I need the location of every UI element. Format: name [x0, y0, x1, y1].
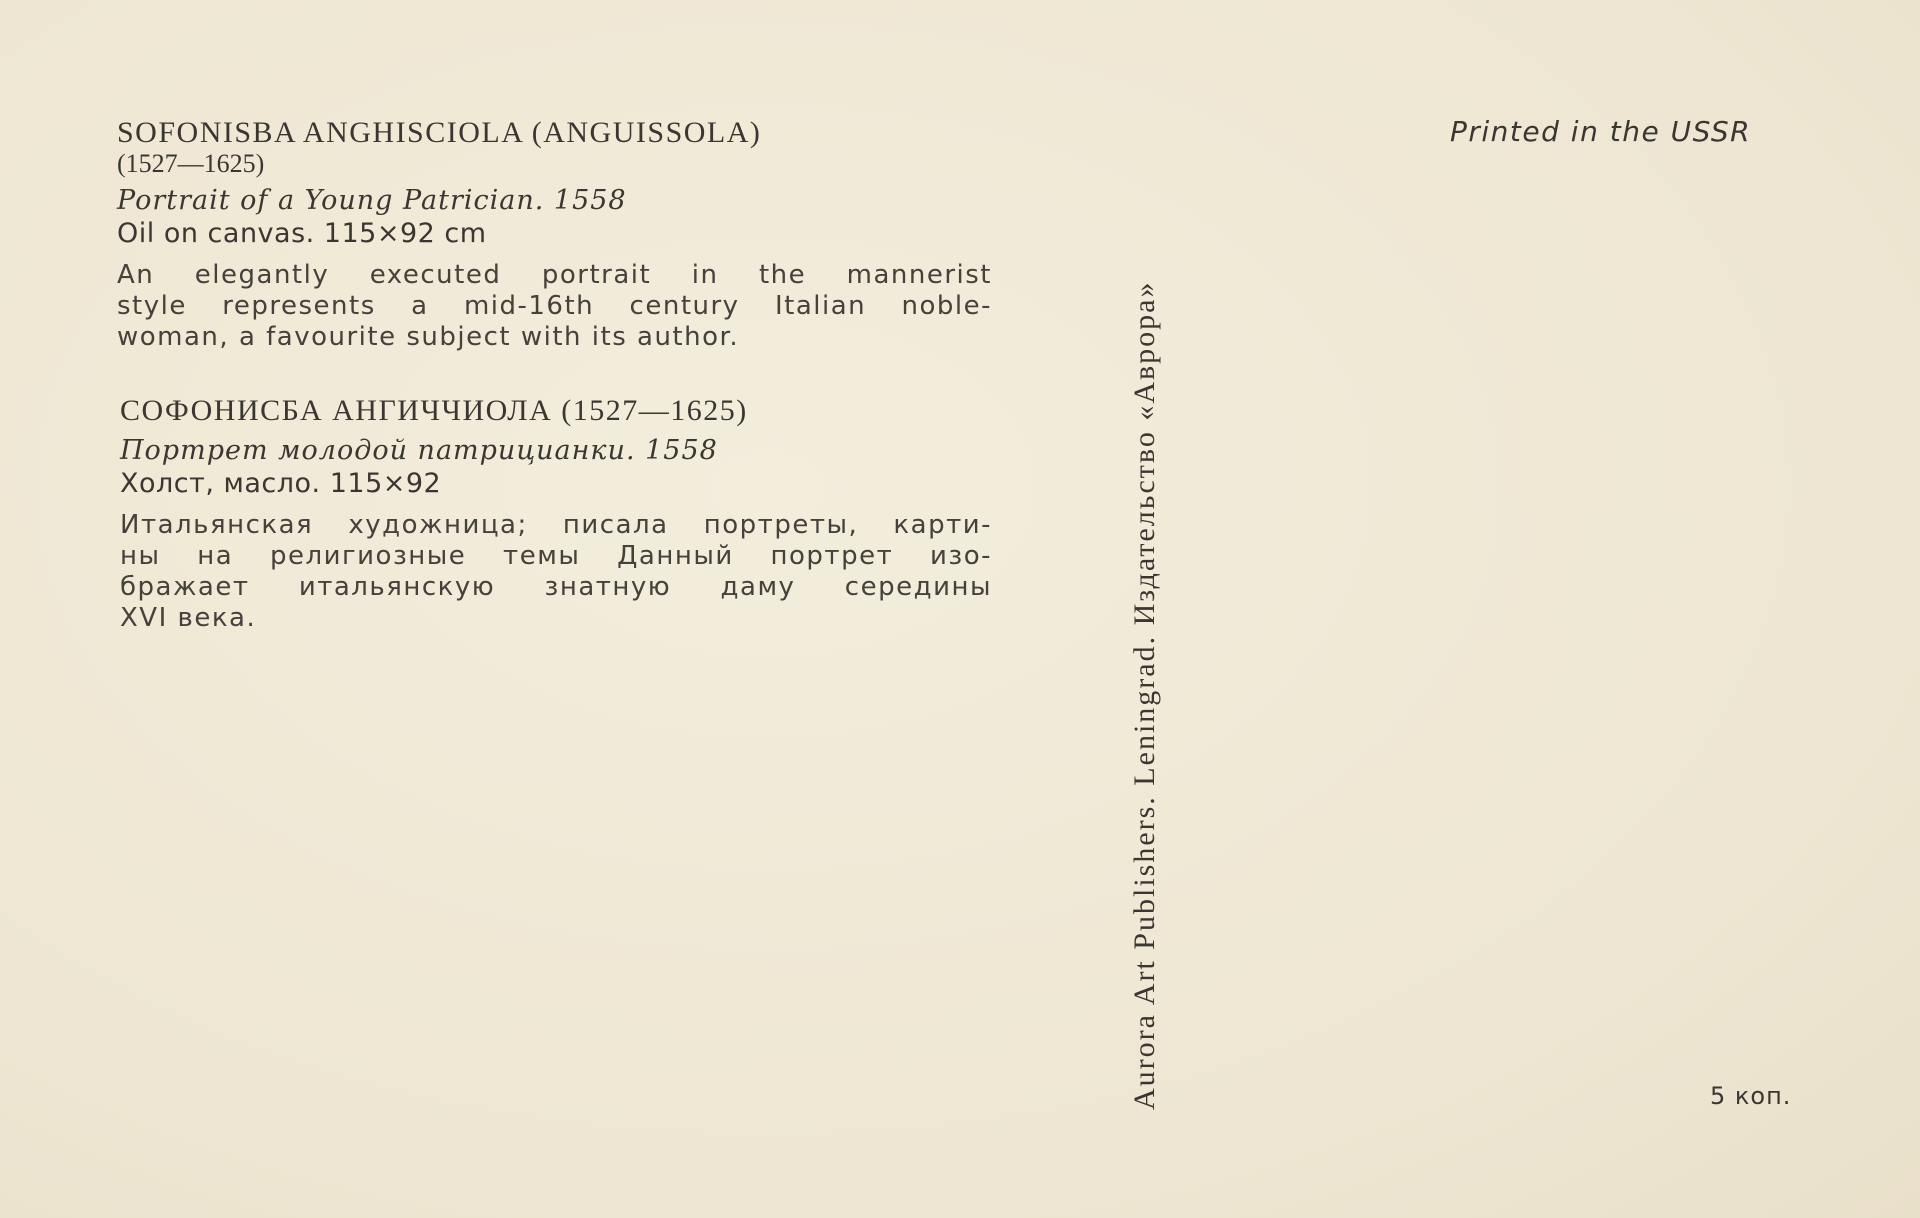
- painting-title-en: Portrait of a Young Patrician. 1558: [117, 185, 627, 216]
- artist-name-en: SOFONISBA ANGHISCIOLA (ANGUISSOLA): [117, 116, 762, 149]
- description-en-line: woman, a favourite subject with its author.: [117, 322, 740, 352]
- medium-ru: Холст, масло. 115×92: [120, 468, 442, 499]
- description-ru-line: бражает итальянскую знатную даму середины: [120, 572, 992, 602]
- description-ru-line: ны на религиозные темы Данный портрет изо-: [120, 541, 992, 571]
- description-en-line: style represents a mid-16th century Italian noble-: [117, 291, 992, 321]
- artist-name-ru: СОФОНИСБА АНГИЧЧИОЛА (1527—1625): [120, 394, 748, 427]
- printed-in-label: Printed in the USSR: [1450, 115, 1752, 148]
- description-ru-line: XVI века.: [120, 603, 257, 633]
- description-ru-line: Итальянская художница; писала портреты, карти-: [120, 510, 992, 540]
- painting-title-ru: Портрет молодой патрицианки. 1558: [120, 435, 718, 466]
- price-label: 5 коп.: [1710, 1082, 1792, 1110]
- russian-caption: [120, 392, 992, 634]
- artist-dates-en: (1527—1625): [117, 149, 265, 178]
- description-ru: [120, 510, 992, 634]
- description-en: [117, 260, 992, 353]
- english-caption: [117, 116, 992, 353]
- publisher-imprint: Aurora Art Publishers. Leningrad. Издательство «Аврора»: [1128, 280, 1161, 1110]
- medium-en: Oil on canvas. 115×92 cm: [117, 218, 487, 249]
- description-en-line: An elegantly executed portrait in the mannerist: [117, 260, 992, 290]
